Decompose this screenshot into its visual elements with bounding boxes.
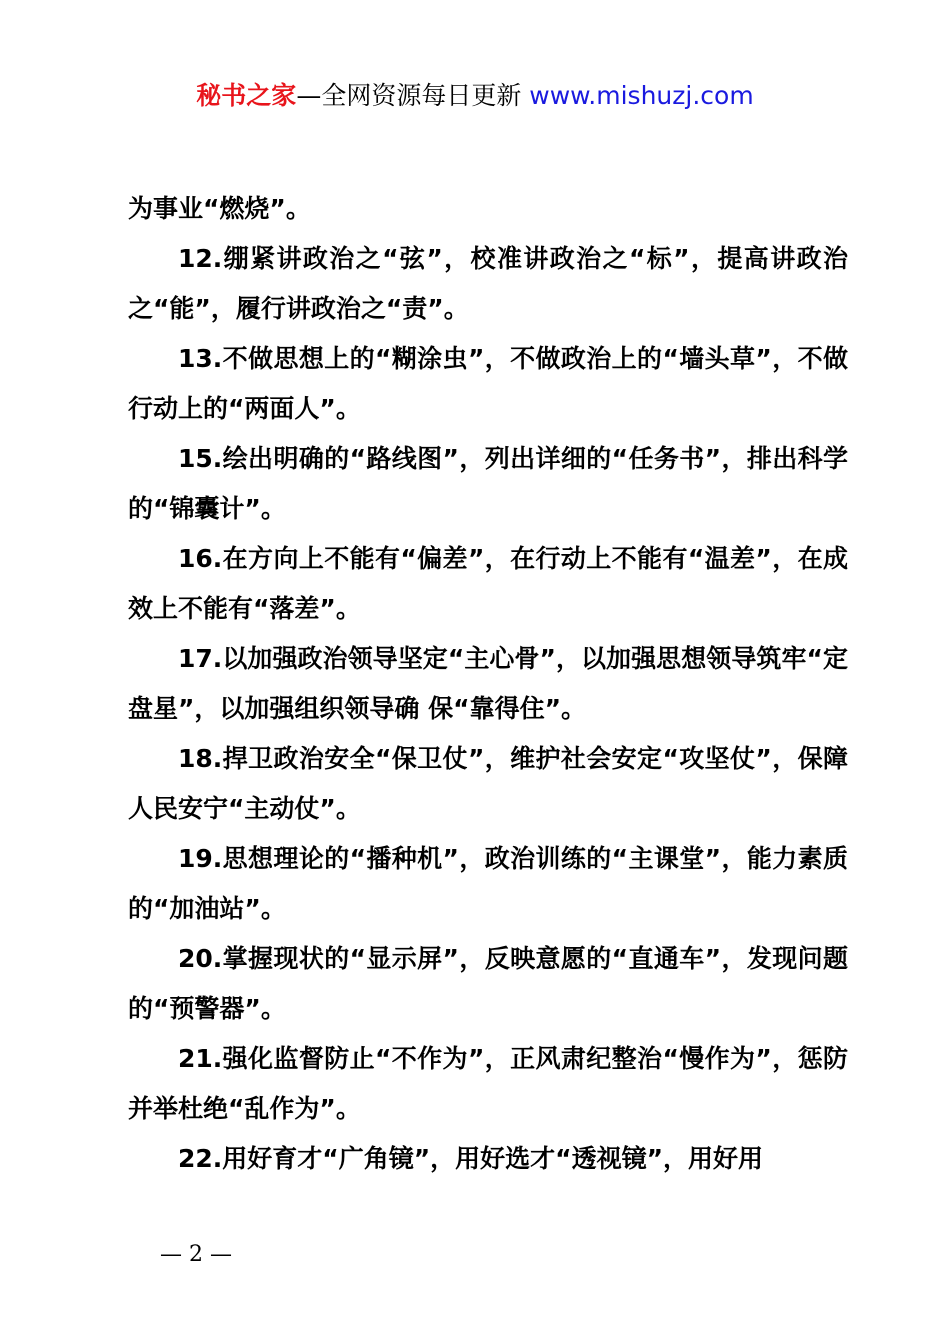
paragraph-item-22: 22.用好育才“广角镜”，用好选才“透视镜”，用好用 (178, 1144, 764, 1173)
paragraph-continuation: 为事业“燃烧”。 (128, 194, 311, 223)
paragraph-item-12: 12.绷紧讲政治之“弦”，校准讲政治之“标”，提高讲政治之“能”，履行讲政治之“责”。 (128, 244, 848, 323)
paragraph-item-18: 18.捍卫政治安全“保卫仗”，维护社会安定“攻坚仗”，保障人民安宁“主动仗”。 (128, 744, 848, 823)
site-header (0, 80, 950, 112)
paragraph-item-15: 15.绘出明确的“路线图”，列出详细的“任务书”，排出科学的“锦囊计”。 (128, 444, 848, 523)
document-body (128, 184, 848, 1184)
paragraph-item-16: 16.在方向上不能有“偏差”，在行动上不能有“温差”，在成效上不能有“落差”。 (128, 544, 848, 623)
brand-name: 秘书之家 (196, 81, 297, 110)
paragraph-item-20: 20.掌握现状的“显示屏”，反映意愿的“直通车”，发现问题的“预警器”。 (128, 944, 848, 1023)
header-tagline: —全网资源每日更新 (296, 81, 530, 110)
page-number: — 2 — (160, 1242, 232, 1267)
site-url-link[interactable]: www.mishuzj.com (529, 81, 754, 110)
paragraph-item-19: 19.思想理论的“播种机”，政治训练的“主课堂”，能力素质的“加油站”。 (128, 844, 848, 923)
paragraph-item-21: 21.强化监督防止“不作为”，正风肃纪整治“慢作为”，惩防并举杜绝“乱作为”。 (128, 1044, 848, 1123)
paragraph-item-17: 17.以加强政治领导坚定“主心骨”，以加强思想领导筑牢“定盘星”，以加强组织领导确 保“靠得住”。 (128, 644, 848, 723)
paragraph-item-13: 13.不做思想上的“糊涂虫”，不做政治上的“墙头草”，不做行动上的“两面人”。 (128, 344, 848, 423)
